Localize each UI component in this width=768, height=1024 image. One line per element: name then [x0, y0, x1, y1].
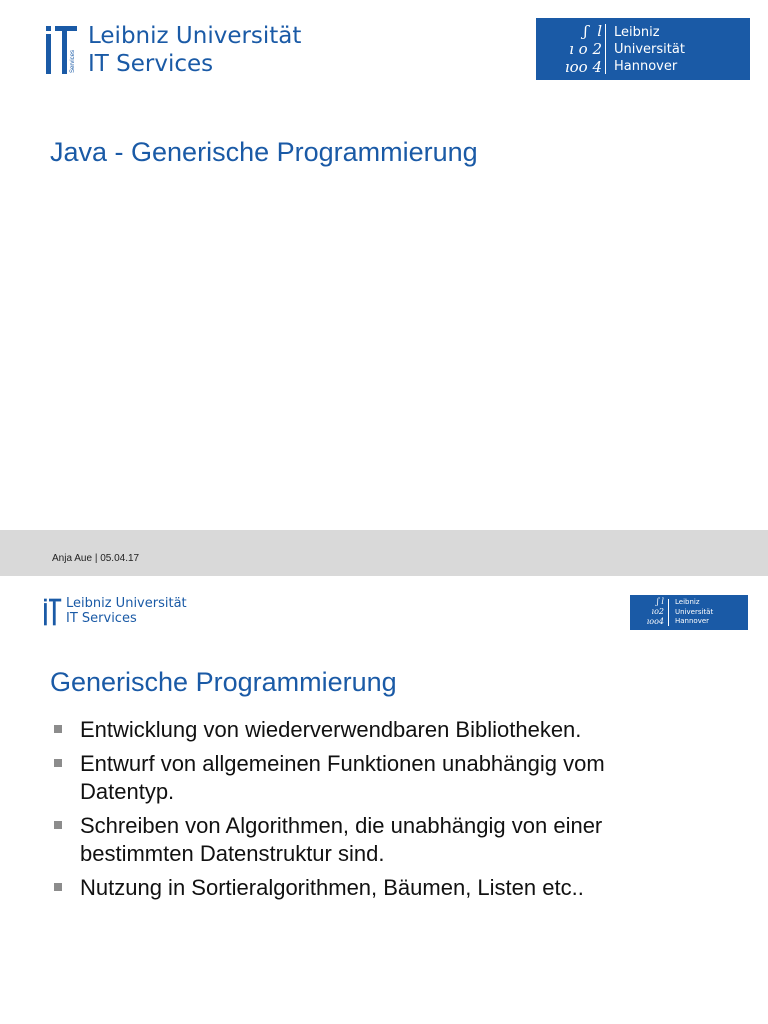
slide-1-footer-bar [0, 530, 768, 576]
bullet-square-icon [54, 821, 62, 829]
it-services-logo-mark-icon [46, 26, 82, 74]
luh-name [614, 24, 685, 75]
slide-2 [0, 576, 768, 1024]
slide-1-footer-text: Anja Aue | 05.04.17 [52, 553, 140, 564]
it-services-vertical-text: Services [70, 49, 76, 73]
it-services-line2: IT Services [88, 51, 214, 77]
luh-digits-small-row2: ıo2 [651, 607, 664, 616]
it-services-small-line1: Leibniz Universität [66, 596, 187, 611]
luh-divider-small [668, 599, 669, 626]
it-services-name-small [66, 596, 187, 626]
bullet-square-icon [54, 759, 62, 767]
it-services-logo [46, 26, 82, 74]
slide-1-title: Java - Generische Programmierung [50, 137, 478, 167]
luh-digits-row3: ıoo 4 [564, 58, 602, 76]
luh-logo [536, 18, 750, 80]
bullet-list [52, 716, 692, 908]
luh-digits-small [632, 597, 664, 627]
it-services-logo-small-mark-icon [44, 598, 64, 626]
luh-name-small [675, 598, 713, 627]
luh-name-small-line2: Universität [675, 607, 714, 616]
luh-name-line3: Hannover [614, 59, 678, 74]
list-item [52, 716, 692, 744]
luh-digits [542, 22, 602, 76]
it-services-logo-small [44, 598, 64, 626]
luh-name-line2: Universität [614, 42, 685, 57]
luh-digits-row1: ʃ l [583, 22, 602, 40]
list-item [52, 874, 692, 902]
luh-digits-small-row1: ʃ l [656, 597, 664, 606]
luh-name-small-line3: Hannover [675, 617, 710, 625]
slide-2-title: Generische Programmierung [50, 667, 397, 697]
bullet-square-icon [54, 725, 62, 733]
bullet-text: Entwurf von allgemeinen Funktionen unabhängig vom Datentyp. [80, 751, 605, 804]
it-services-name [88, 22, 301, 78]
list-item [52, 812, 692, 868]
list-item [52, 750, 692, 806]
luh-name-small-line1: Leibniz [675, 598, 700, 606]
luh-name-line1: Leibniz [614, 25, 660, 40]
luh-digits-row2: ı o 2 [569, 40, 602, 58]
bullet-text: Schreiben von Algorithmen, die unabhängig von einer bestimmten Datenstruktur sind. [80, 813, 603, 866]
it-services-line1: Leibniz Universität [88, 23, 302, 49]
luh-digits-small-row3: ıoo4 [646, 617, 664, 626]
bullet-text: Nutzung in Sortieralgorithmen, Bäumen, Listen etc.. [80, 875, 584, 900]
luh-logo-small [630, 595, 748, 630]
bullet-square-icon [54, 883, 62, 891]
bullet-text: Entwicklung von wiederverwendbaren Bibliotheken. [80, 717, 582, 742]
luh-divider [605, 24, 606, 74]
it-services-small-line2: IT Services [66, 611, 137, 626]
